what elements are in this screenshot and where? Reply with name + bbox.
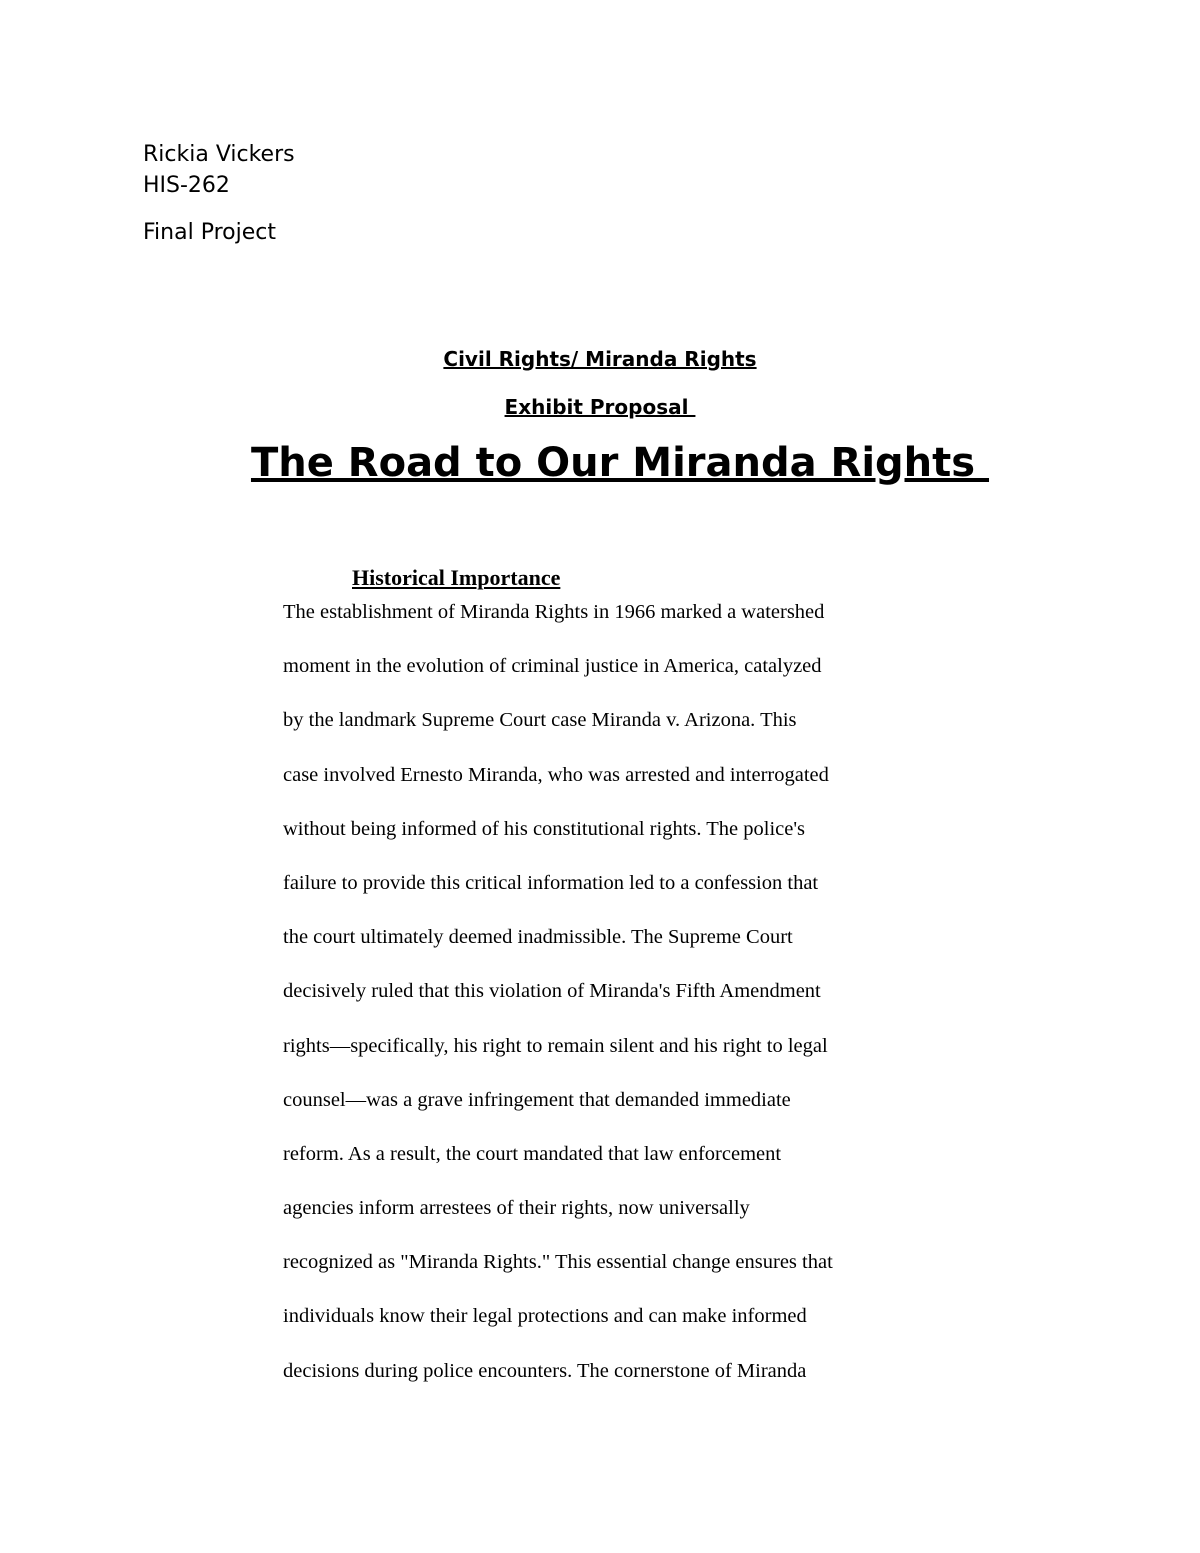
paragraph-line: moment in the evolution of criminal justice in America, catalyzed	[283, 655, 822, 678]
paragraph-line: by the landmark Supreme Court case Miranda v. Arizona. This	[283, 709, 797, 732]
document-title-text: The Road to Our Miranda Rights	[250, 440, 990, 486]
paragraph-line: decisions during police encounters. The cornerstone of Miranda	[283, 1359, 807, 1382]
subtitle-exhibit-proposal: Exhibit Proposal	[504, 395, 696, 419]
paragraph-line: recognized as "Miranda Rights." This essential change ensures that	[283, 1251, 833, 1274]
paragraph-line: counsel—was a grave infringement that demanded immediate	[283, 1088, 791, 1111]
paragraph-line: agencies inform arrestees of their rights, now universally	[283, 1197, 750, 1220]
paragraph-line: the court ultimately deemed inadmissible. The Supreme Court	[283, 926, 793, 949]
paragraph-line: reform. As a result, the court mandated that law enforcement	[283, 1142, 782, 1165]
body-paragraph	[283, 597, 943, 1410]
paragraph-line: failure to provide this critical information led to a confession that	[283, 871, 819, 894]
paragraph-line: individuals know their legal protections and can make informed	[283, 1305, 807, 1328]
section-heading: Historical Importance	[352, 565, 561, 590]
paragraph-line: without being informed of his constitutional rights. The police's	[283, 817, 806, 840]
document-title	[0, 440, 1200, 486]
assignment-label: Final Project	[143, 220, 276, 245]
paragraph-line: rights—specifically, his right to remain silent and his right to legal	[283, 1034, 828, 1057]
paragraph-line: case involved Ernesto Miranda, who was arrested and interrogated	[283, 763, 829, 786]
author-name: Rickia Vickers	[143, 142, 295, 167]
paragraph-line: The establishment of Miranda Rights in 1966 marked a watershed	[283, 601, 825, 623]
course-code: HIS-262	[143, 173, 230, 198]
paragraph-line: decisively ruled that this violation of Miranda's Fifth Amendment	[283, 980, 821, 1003]
subtitle-civil-rights: Civil Rights/ Miranda Rights	[443, 347, 757, 371]
